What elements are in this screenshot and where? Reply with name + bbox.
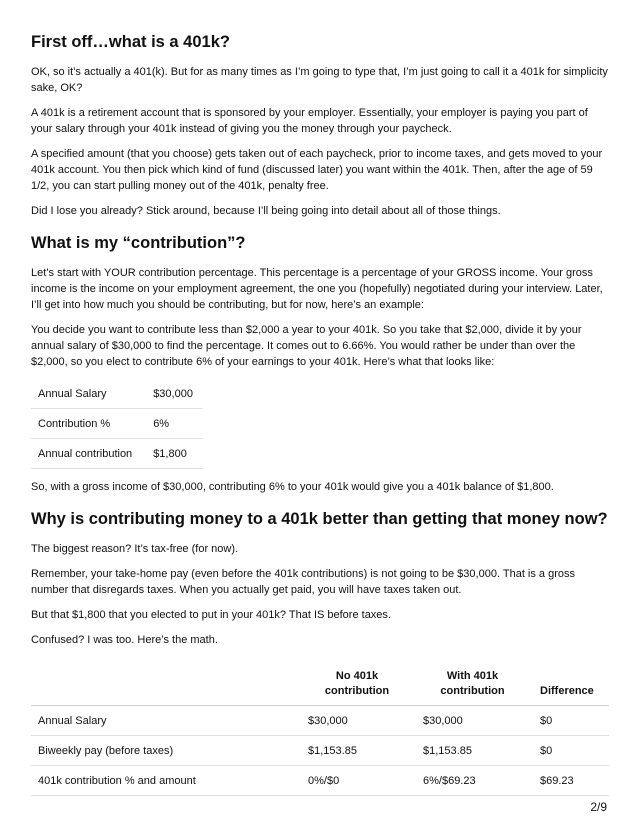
- paragraph: A specified amount (that you choose) gets taken out of each paycheck, prior to income taxes, and gets moved to your 401k account. You then pick which kind of fund (discussed later) you want within the 401k. Then, after the age of 59 1/2, you can start pulling money out of the 401k, penalty free.: [31, 148, 603, 192]
- table-row: [31, 439, 203, 469]
- paragraph: Let’s start with YOUR contribution percentage. This percentage is a percentage of your GROSS income. Your gross income is the income on your employment agreement, the one you (hopefully) negotiated during your interview. Later, I’ll get into how much you should be contributing, but for now, here’s an example:: [31, 267, 603, 311]
- page-content: [31, 32, 609, 796]
- table-row: [31, 706, 609, 736]
- table-row: [31, 766, 609, 796]
- comparison-table: [31, 657, 609, 796]
- table-cell-label: Contribution %: [31, 409, 146, 439]
- table-cell-label: 401k contribution % and amount: [31, 766, 301, 796]
- paragraph: The biggest reason? It’s tax-free (for now).: [31, 543, 239, 555]
- page-number: 2/9: [590, 800, 607, 814]
- paragraph: So, with a gross income of $30,000, contributing 6% to your 401k would give you a 401k balance of $1,800.: [31, 481, 554, 493]
- table-cell-label: Annual Salary: [31, 706, 301, 736]
- header-line: With 401k: [446, 670, 499, 682]
- table-cell-value: 6%: [146, 409, 203, 439]
- table-cell-label: Biweekly pay (before taxes): [31, 736, 301, 766]
- table-cell-no-401k: $1,153.85: [301, 736, 413, 766]
- table-cell-no-401k: $30,000: [301, 706, 413, 736]
- section-heading-why-contribute: Why is contributing money to a 401k better than getting that money now?: [31, 510, 608, 528]
- contribution-example-table: [31, 379, 203, 469]
- paragraph: You decide you want to contribute less than $2,000 a year to your 401k. So you take that $2,000, divide it by your annual salary of $30,000 to find the percentage. It comes out to 6.66%. You would rather be under than over the $2,000, so you elect to contribute 6% of your earnings to your 401k. Here’s what that looks like:: [31, 324, 582, 368]
- paragraph: OK, so it’s actually a 401(k). But for as many times as I’m going to type that, I’m just going to call it a 401k for simplicity sake, OK?: [31, 66, 608, 94]
- paragraph: Remember, your take-home pay (even before the 401k contributions) is not going to be $30,000. That is a gross number that disregards taxes. When you actually get paid, you will have taxes taken out.: [31, 568, 576, 596]
- paragraph: But that $1,800 that you elected to put in your 401k? That IS before taxes.: [31, 609, 391, 621]
- paragraph: A 401k is a retirement account that is sponsored by your employer. Essentially, your employer is paying you part of your salary through your 401k instead of giving you the money through your paycheck.: [31, 107, 588, 135]
- table-cell-label: Annual Salary: [31, 379, 146, 409]
- table-cell-with-401k: 6%/$69.23: [413, 766, 532, 796]
- table-cell-value: $30,000: [146, 379, 203, 409]
- table-row: [31, 736, 609, 766]
- table-cell-with-401k: $30,000: [413, 706, 532, 736]
- table-cell-with-401k: $1,153.85: [413, 736, 532, 766]
- table-row: [31, 379, 203, 409]
- section-heading-what-is-401k: First off…what is a 401k?: [31, 33, 230, 51]
- paragraph: Did I lose you already? Stick around, because I’ll being going into detail about all of those things.: [31, 205, 501, 217]
- table-row: [31, 409, 203, 439]
- table-header-empty: [31, 657, 301, 706]
- paragraph: Confused? I was too. Here’s the math.: [31, 634, 218, 646]
- table-cell-difference: $0: [532, 736, 609, 766]
- table-header-no-401k: [301, 657, 413, 706]
- table-header-difference: Difference: [532, 657, 609, 706]
- section-heading-contribution: What is my “contribution”?: [31, 234, 246, 252]
- table-cell-difference: $0: [532, 706, 609, 736]
- table-cell-no-401k: 0%/$0: [301, 766, 413, 796]
- header-line: contribution: [324, 685, 390, 697]
- table-cell-label: Annual contribution: [31, 439, 146, 469]
- table-cell-difference: $69.23: [532, 766, 609, 796]
- table-header-with-401k: [413, 657, 532, 706]
- header-line: contribution: [440, 685, 505, 697]
- table-cell-value: $1,800: [146, 439, 203, 469]
- table-header-row: [31, 657, 609, 706]
- header-line: No 401k: [335, 670, 379, 682]
